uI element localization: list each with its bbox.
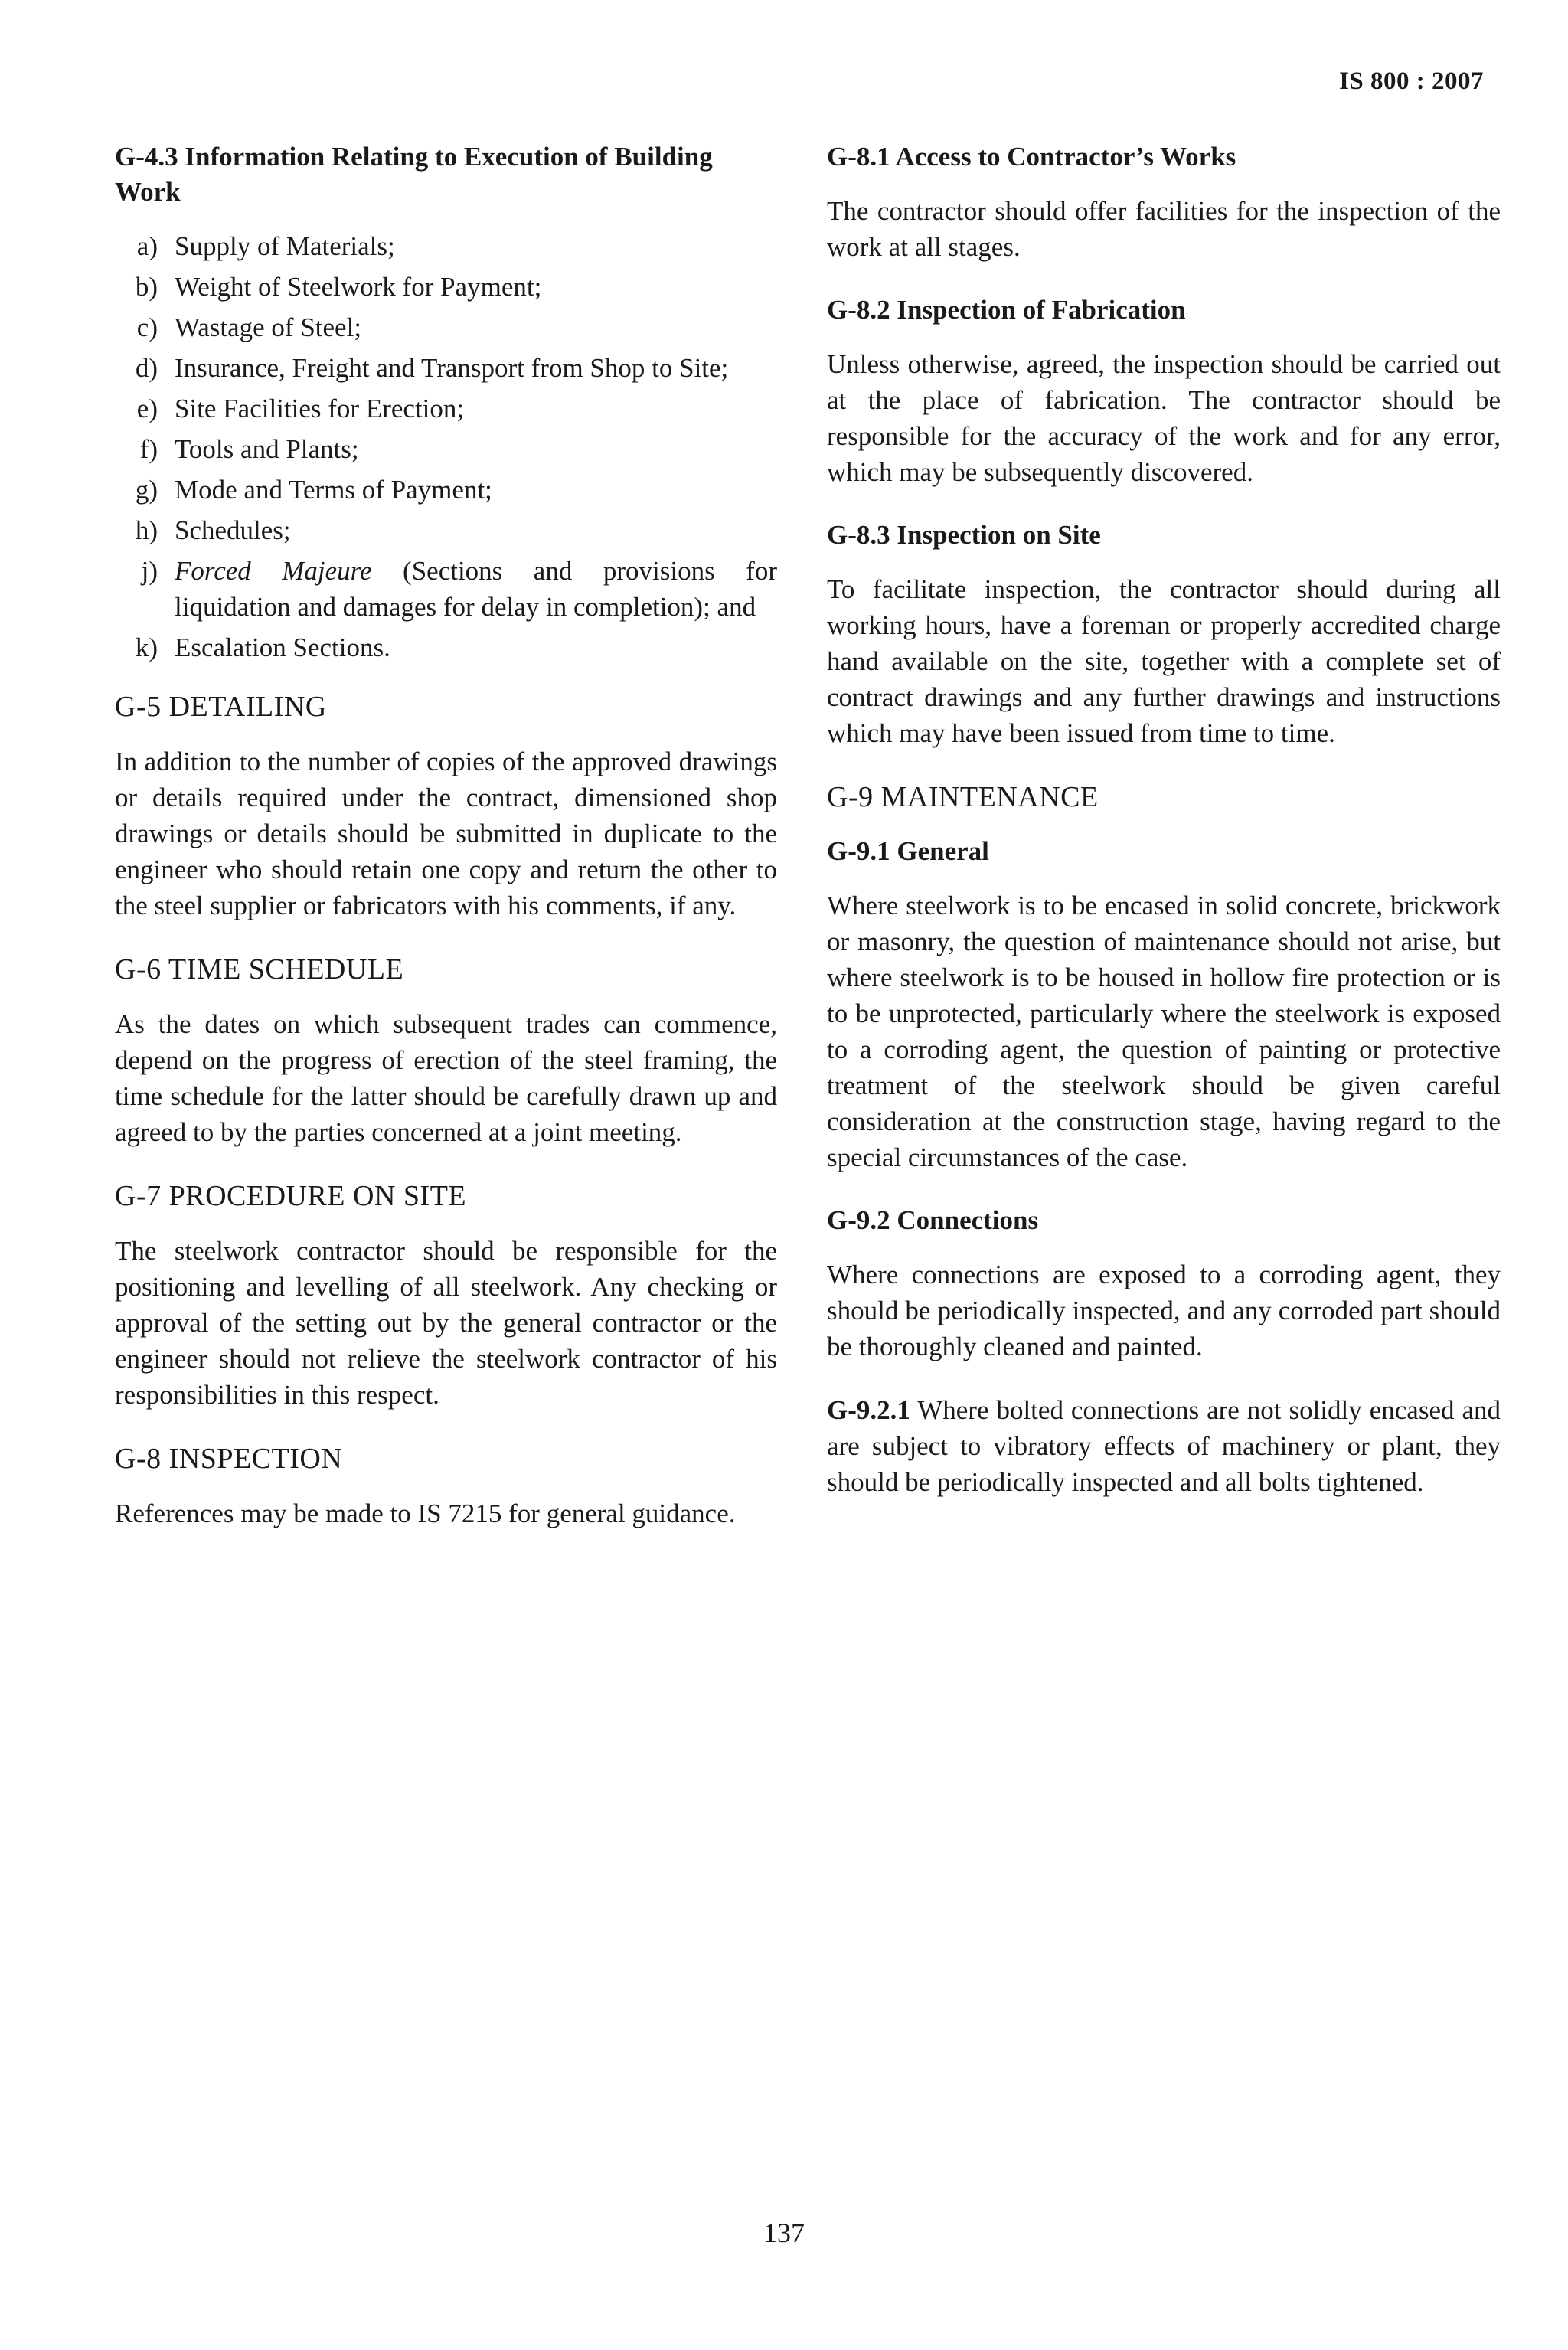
list-item — [115, 512, 777, 548]
section-body-g82: Unless otherwise, agreed, the inspection should be carried out at the place of fabrication. The contractor should be responsible for the accuracy of the work and for any error, which may be subsequently discovered. — [827, 349, 1501, 487]
section-body-g8: References may be made to IS 7215 for general guidance. — [115, 1499, 736, 1528]
section-body-g91: Where steelwork is to be encased in solid concrete, brickwork or masonry, the question of maintenance should not arise, but where steelwork is to be housed in hollow fire protection or is to be unprotected, particularly where the steelwork is exposed to a corroding agent, the question of painting or protective treatment of the steelwork should be given careful consideration at the construction stage, having regard to the special circumstances of the case. — [827, 891, 1501, 1172]
section-heading-g82: G-8.2 Inspection of Fabrication — [827, 295, 1186, 325]
execution-info-list — [115, 228, 777, 665]
list-item — [115, 431, 777, 467]
list-item-text: Escalation Sections. — [175, 632, 390, 662]
list-item — [115, 472, 777, 508]
list-item-label: e) — [136, 394, 158, 423]
section-body-g921 — [827, 1392, 1501, 1500]
list-item — [115, 391, 777, 427]
right-column — [827, 139, 1501, 1528]
section-heading-g91: G-9.1 General — [827, 836, 989, 866]
section-heading-g7: G-7 PROCEDURE ON SITE — [115, 1180, 467, 1212]
list-item-label: d) — [135, 353, 158, 383]
section-heading-g5: G-5 DETAILING — [115, 691, 327, 723]
list-item-text: Mode and Terms of Payment; — [175, 475, 492, 505]
section-heading-g6: G-6 TIME SCHEDULE — [115, 953, 404, 985]
list-item — [115, 350, 777, 386]
list-item-text: Wastage of Steel; — [175, 312, 362, 342]
standard-code-header: IS 800 : 2007 — [1339, 67, 1484, 95]
list-item-text: Weight of Steelwork for Payment; — [175, 272, 542, 302]
list-item-label: g) — [135, 475, 158, 505]
section-body-g7: The steelwork contractor should be responsible for the positioning and levelling of all steelwork. Any checking or approval of the setting out by the general contractor or the engineer should not relieve the steelwork contractor of his responsibilities in this respect. — [115, 1236, 777, 1410]
list-item-text: Supply of Materials; — [175, 231, 395, 261]
list-item-label: b) — [135, 272, 158, 302]
clause-text-g921: Where bolted connections are not solidly encased and are subject to vibratory effects of machinery or plant, they should be periodically inspected and all bolts tightened. — [827, 1395, 1501, 1497]
list-item — [115, 309, 777, 345]
section-heading-g43: G-4.3 Information Relating to Execution of Building Work — [115, 142, 713, 207]
section-body-g83: To facilitate inspection, the contractor should during all working hours, have a foreman or properly accredited charge hand available on the site, together with a complete set of contract drawings and any further drawings and instructions which may have been issued from time to time. — [827, 574, 1501, 748]
list-item-label: c) — [136, 312, 158, 342]
clause-label-g921: G-9.2.1 — [827, 1395, 910, 1425]
list-item — [115, 228, 777, 264]
left-column — [115, 139, 777, 1559]
section-body-g5: In addition to the number of copies of the approved drawings or details required under the contract, dimensioned shop drawings or details should be submitted in duplicate to the engineer who should retain one copy and return the other to the steel supplier or fabricators with his comments, if any. — [115, 747, 777, 920]
list-item-label: k) — [135, 632, 158, 662]
section-body-g6: As the dates on which subsequent trades can commence, depend on the progress of erection of the steel framing, the time schedule for the latter should be carefully drawn up and agreed to by the parties concerned at a joint meeting. — [115, 1009, 777, 1147]
list-item-label: f) — [139, 434, 158, 464]
section-heading-g9: G-9 MAINTENANCE — [827, 781, 1099, 813]
list-item-text: Site Facilities for Erection; — [175, 394, 465, 423]
italic-term: Forced Majeure — [175, 556, 372, 586]
list-item-text — [175, 553, 777, 625]
section-heading-g8: G-8 INSPECTION — [115, 1443, 343, 1475]
list-item-text-rest: (Sections and provisions for liquidation and damages for delay in completion); and — [175, 556, 777, 622]
section-heading-g83: G-8.3 Inspection on Site — [827, 520, 1101, 550]
list-item-label: h) — [135, 515, 158, 545]
list-item — [115, 553, 777, 625]
section-body-g92: Where connections are exposed to a corroding agent, they should be periodically inspected, and any corroded part should be thoroughly cleaned and painted. — [827, 1260, 1501, 1361]
list-item-text: Schedules; — [175, 515, 291, 545]
list-item-text: Insurance, Freight and Transport from Shop to Site; — [175, 353, 729, 383]
list-item-label: a) — [136, 231, 158, 261]
list-item-label: j) — [141, 556, 158, 586]
list-item — [115, 269, 777, 305]
page-number: 137 — [763, 2218, 805, 2248]
section-heading-g81: G-8.1 Access to Contractor’s Works — [827, 142, 1236, 172]
section-heading-g92: G-9.2 Connections — [827, 1205, 1039, 1235]
list-item — [115, 629, 777, 665]
list-item-text: Tools and Plants; — [175, 434, 359, 464]
section-body-g81: The contractor should offer facilities for the inspection of the work at all stages. — [827, 196, 1501, 262]
